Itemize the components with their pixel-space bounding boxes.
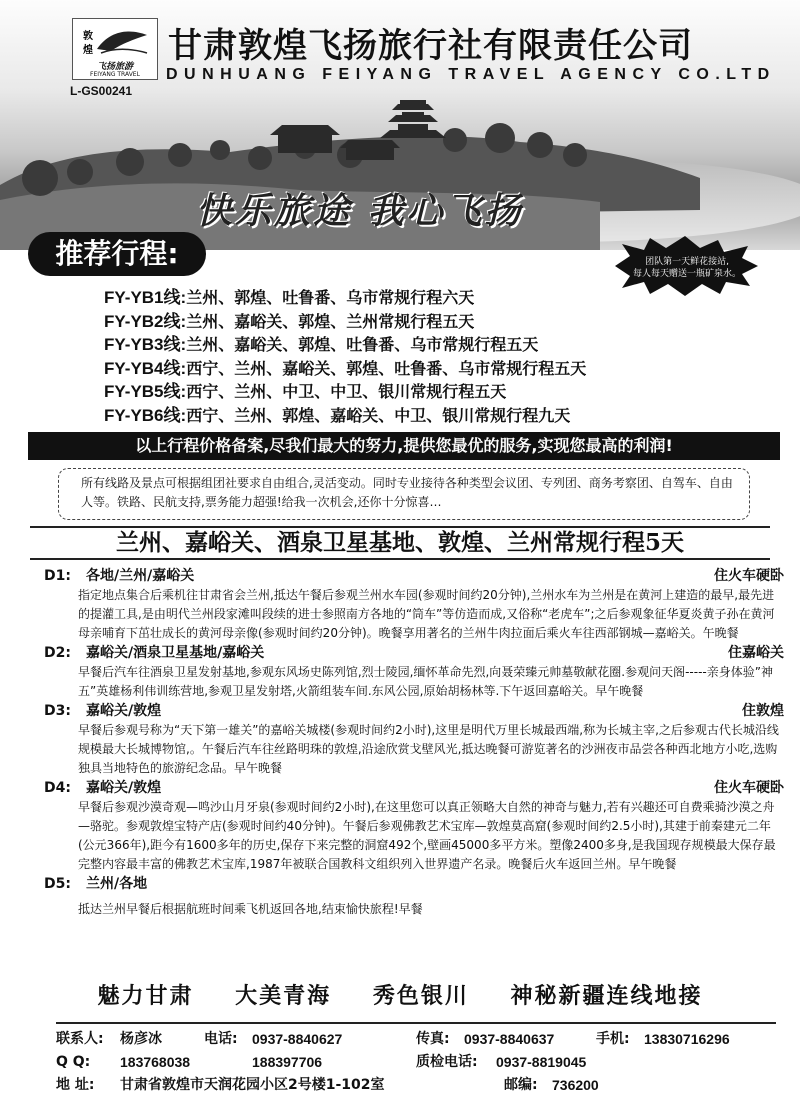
qq-label: Q Q: bbox=[56, 1054, 91, 1070]
route-desc: 西宁、兰州、嘉峪关、郭煌、吐鲁番、乌市常规行程五天 bbox=[186, 358, 587, 378]
day-route: 嘉峪关/酒泉卫星基地/嘉峪关 bbox=[86, 645, 265, 661]
region-slogan: 秀色银川 bbox=[372, 984, 469, 1009]
quality-phone-label: 质检电话: bbox=[416, 1054, 478, 1070]
day-description: 早餐后参观号称为“天下第一雄关”的嘉峪关城楼(参观时间约2小时),这里是明代万里长城最西端,称为长城主宰,之后参观古代长城沿线规模最大长城博物馆,。午餐后汽车往丝路明珠的敦煌,沿途欣赏戈壁风光,抵达晚餐可游览著名的沙洲夜市品尝各种西北地方小吃,选购独具当地特色的旅游纪念品。早午晚餐 bbox=[78, 723, 779, 775]
route-item bbox=[104, 333, 794, 357]
day-header bbox=[44, 566, 784, 586]
region-slogan: 魅力甘肃 bbox=[97, 984, 194, 1009]
day-description: 指定地点集合后乘机往甘肃省会兰州,抵达午餐后参观兰州水车园(参观时间约20分钟),兰州水车为兰州是在黄河上建造的最早,最先进的提灌工具,是由明代兰州段家滩叫段续的进士参照南方各地的“筒车”等仿造而成,又俗称“老虎车”;之后参观象征华夏炎黄子孙在黄河母亲哺育下茁壮成长的黄河母亲像(参观时间约20分钟)。晚餐享用著名的兰州牛肉拉面后乘火车往西部钢城—嘉峪关。午晚餐 bbox=[78, 588, 775, 640]
day-accommodation: 住敦煌 bbox=[742, 703, 784, 719]
fax-number: 0937-8840637 bbox=[464, 1031, 555, 1047]
zip-label: 邮编: bbox=[504, 1077, 538, 1093]
fax-label: 传真: bbox=[416, 1031, 450, 1047]
contact-person: 杨彦冰 bbox=[120, 1031, 162, 1047]
qq-number: 188397706 bbox=[252, 1054, 323, 1070]
day-route: 嘉峪关/敦煌 bbox=[86, 703, 162, 719]
day-label: D4: bbox=[44, 780, 71, 796]
day-label: D2: bbox=[44, 645, 71, 661]
route-desc: 西宁、兰州、中卫、中卫、银川常规行程五天 bbox=[186, 382, 507, 401]
promo-line-2: 每人每天赠送一瓶矿泉水。 bbox=[632, 269, 741, 279]
service-note: 所有线路及景点可根据组团社要求自由组合,灵活变动。同时专业接待各种类型会议团、专列团、商务考察团、自驾车、自由人等。铁路、民航支持,票务能力超强!给我一次机会,还你十分惊喜… bbox=[58, 468, 750, 520]
day-header bbox=[44, 874, 784, 894]
day-route: 各地/兰州/嘉峪关 bbox=[86, 568, 195, 584]
company-name-chinese: 甘肃敦煌飞扬旅行社有限责任公司 bbox=[168, 26, 693, 66]
contact-row bbox=[56, 1074, 776, 1097]
route-item bbox=[104, 357, 794, 381]
svg-text:煌: 煌 bbox=[83, 45, 93, 56]
route-code: FY-YB1线: bbox=[104, 288, 187, 307]
route-code: FY-YB2线: bbox=[104, 311, 187, 331]
day-label: D3: bbox=[44, 703, 71, 719]
address-label: 地 址: bbox=[56, 1077, 95, 1093]
day-header bbox=[44, 778, 784, 798]
svg-text:敦: 敦 bbox=[83, 31, 93, 42]
quality-phone-number: 0937-8819045 bbox=[496, 1054, 587, 1070]
address: 甘肃省敦煌市天润花园小区2号楼1-102室 bbox=[120, 1077, 385, 1093]
contact-info bbox=[56, 1022, 776, 1097]
day-description: 早餐后参观沙漠奇观—鸣沙山月牙泉(参观时间约2小时),在这里您可以真正领略大自然的神奇与魅力,若有兴趣还可自费乘骑沙漠之舟—骆驼。参观敦煌宝特产店(参观时间约40分钟)。午餐后参观佛教艺术宝库—敦煌莫高窟(参观时间约2.5小时),其建于前秦建元二年(公元366年),距今有1600多年的历史,保存下来完整的洞窟492个,壁画45000多平方米。塑像2400多身,是我国现存规模最大保存最完整内容最丰富的佛教艺术宝库,1987年被联合国教科文组织列入世界遗产名录。晚餐后火车返回兰州。早午晚餐 bbox=[78, 800, 776, 871]
itinerary-title: 兰州、嘉峪关、酒泉卫星基地、敦煌、兰州常规行程5天 bbox=[30, 526, 770, 560]
phone-label: 电话: bbox=[204, 1031, 238, 1047]
day-label: D1: bbox=[44, 568, 71, 584]
route-item bbox=[104, 310, 794, 334]
day-label: D5: bbox=[44, 876, 71, 892]
qq-number: 183768038 bbox=[120, 1054, 191, 1070]
slogan: 快乐旅途 我心飞扬 bbox=[196, 190, 524, 232]
day-accommodation: 住火车硬卧 bbox=[714, 568, 784, 584]
day-accommodation: 住嘉峪关 bbox=[728, 645, 784, 661]
company-logo bbox=[72, 18, 158, 80]
day-description: 抵达兰州早餐后根据航班时间乘飞机返回各地,结束愉快旅程!早餐 bbox=[78, 902, 423, 916]
recommended-title: 推荐行程: bbox=[28, 232, 206, 276]
contact-person-label: 联系人: bbox=[56, 1031, 104, 1047]
itinerary bbox=[44, 566, 784, 919]
license-number: L-GS00241 bbox=[70, 84, 133, 98]
price-banner: 以上行程价格备案,尽我们最大的努力,提供您最优的服务,实现您最高的利润! bbox=[28, 432, 780, 460]
contact-row bbox=[56, 1051, 776, 1074]
zip-code: 736200 bbox=[552, 1077, 599, 1093]
region-banner bbox=[0, 980, 800, 1014]
route-code: FY-YB6线: bbox=[104, 405, 187, 425]
route-code: FY-YB3线: bbox=[104, 335, 187, 354]
route-code: FY-YB5线: bbox=[104, 382, 187, 401]
region-slogan: 神秘新疆连线地接 bbox=[510, 984, 703, 1009]
day-accommodation: 住火车硬卧 bbox=[714, 780, 784, 796]
logo-text: 飞扬旅游 bbox=[96, 62, 133, 72]
route-item bbox=[104, 404, 794, 428]
route-code: FY-YB4线: bbox=[104, 358, 187, 378]
route-desc: 兰州、嘉峪关、郭煌、兰州常规行程五天 bbox=[186, 311, 475, 331]
route-item bbox=[104, 286, 794, 310]
contact-row bbox=[56, 1028, 776, 1051]
day-route: 嘉峪关/敦煌 bbox=[86, 780, 162, 796]
company-name-english: DUNHUANG FEIYANG TRAVEL AGENCY CO.LTD bbox=[166, 66, 776, 83]
region-slogan: 大美青海 bbox=[235, 984, 332, 1009]
header-banner bbox=[0, 0, 800, 250]
day-header bbox=[44, 643, 784, 663]
day-header bbox=[44, 701, 784, 721]
route-item bbox=[104, 380, 794, 404]
logo-subtext: FEIYANG TRAVEL bbox=[90, 71, 140, 78]
day-route: 兰州/各地 bbox=[86, 876, 148, 892]
route-desc: 兰州、嘉峪关、郭煌、吐鲁番、乌市常规行程五天 bbox=[186, 335, 539, 354]
promo-burst-text bbox=[622, 256, 752, 280]
route-list bbox=[104, 286, 794, 427]
route-desc: 西宁、兰州、郭煌、嘉峪关、中卫、银川常规行程九天 bbox=[186, 405, 571, 425]
logo-emblem-icon bbox=[81, 25, 151, 59]
mobile-label: 手机: bbox=[596, 1031, 630, 1047]
day-description: 早餐后汽车往酒泉卫星发射基地,参观东风场史陈列馆,烈士陵园,缅怀革命先烈,向聂荣臻元帅墓敬献花圈.参观问天阁-----亲身体验”神五”英雄杨利伟训练营地,参观卫星发射塔,火箭组装车间.东风公园,原始胡杨林等.下午返回嘉峪关。早午晚餐 bbox=[78, 665, 773, 698]
route-desc: 兰州、郭煌、吐鲁番、乌市常规行程六天 bbox=[186, 288, 475, 307]
promo-line-1: 团队第一天鲜花接站, bbox=[645, 257, 729, 267]
phone-number: 0937-8840627 bbox=[252, 1031, 343, 1047]
mobile-number: 13830716296 bbox=[644, 1031, 730, 1047]
